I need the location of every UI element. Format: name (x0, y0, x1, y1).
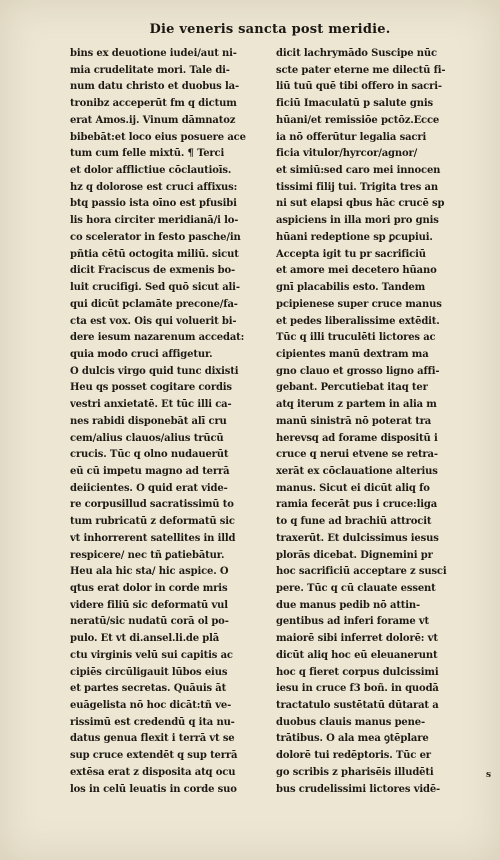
right-column-line: go scribis z pharisēis illudēti (276, 766, 434, 778)
right-column-line: aspiciens in illa mori pro gnis (276, 215, 439, 227)
left-column-line: sup cruce extendēt q sup terrā (70, 750, 238, 762)
left-column-line: tronibz acceperūt fm q dictum (70, 98, 237, 110)
left-column-line: neratū/sic nudatū corā ol po- (70, 616, 229, 628)
right-column-line: duobus clauis manus pene- (276, 716, 425, 728)
left-column-line: tum cum felle mixtū. ¶ Terci (70, 148, 225, 160)
right-column-line: due manus pedib nō attin- (276, 599, 421, 611)
left-column-line: btq passio ista oīno est pfusibi (70, 198, 237, 210)
right-column-line: gebant. Percutiebat itaq ter (276, 382, 428, 394)
left-column-line: num datu christo et duobus la- (70, 81, 239, 93)
left-column-line: cta est vox. Ois qui voluerit bi- (70, 315, 237, 327)
right-column-line: gentibus ad inferi forame vt (276, 616, 430, 628)
right-column-line: hūani/et remissiōe pctōz.Ecce (276, 114, 440, 126)
right-column-line: scte pater eterne me dilectū fi- (276, 64, 446, 76)
right-column-line: xerāt ex cōclauatione alterius (276, 465, 438, 477)
right-column-line: atq iterum z partem in alia m (276, 399, 437, 411)
left-column-line: bins ex deuotione iudei/aut ni- (70, 48, 237, 59)
right-column-line: pcipienese super cruce manus (276, 298, 442, 310)
left-column-line: crucis. Tūc q olno nudauerūt (70, 449, 229, 461)
right-column-line: maiorē sibi inferret dolorē: vt (276, 633, 438, 645)
right-text-column (276, 46, 472, 798)
right-column-line: gno clauo et grosso ligno affi- (276, 365, 440, 377)
left-column-line: nes rabidi disponebāt alī cru (70, 415, 227, 427)
right-column-line: cruce q nerui etvene se retra- (276, 449, 438, 461)
right-column-line: ramia fecerāt pus i cruce:liga (276, 499, 438, 511)
left-column-line: eū cū impetu magno ad terrā (70, 465, 230, 477)
right-column-line: manus. Sicut ei dicūt aliq fo (276, 482, 430, 494)
right-column-line: trātibus. O ala mea ꝯtēplare (276, 733, 429, 745)
left-column-line: re corpusillud sacratissimū to (70, 499, 234, 511)
left-column-line: rissimū est credendū q ita nu- (70, 716, 235, 728)
left-column-line: dicit Fraciscus de exmenis bo- (70, 265, 236, 277)
right-column-line: manū sinistrā nō poterat tra (276, 415, 432, 427)
right-column-line: cipientes manū dextram ma (276, 348, 429, 360)
right-column-line: traxerūt. Et dulcissimus iesus (276, 532, 439, 544)
left-column-line: qui dicūt pclamāte precone/fa- (70, 298, 238, 310)
left-column-line: bibebāt:et loco eius posuere ace (70, 131, 246, 143)
left-column-line: pulo. Et vt di.ansel.li.de plā (70, 633, 220, 645)
right-column-line: et simiū:sed caro mei innocen (276, 165, 441, 177)
left-text-column (70, 46, 266, 798)
left-column-line: erat Amos.ij. Vinum dāmnatoz (70, 114, 236, 126)
left-column-line: O dulcis virgo quid tunc dixisti (70, 365, 239, 377)
right-column-line: hūani redeptione sp ꝑcupiui. (276, 231, 433, 243)
left-column-line: Heu ala hic sta/ hic aspice. O (70, 566, 229, 578)
right-column-line: ia nō offerūtur legalia sacri (276, 131, 427, 143)
left-column-line: quia modo cruci affigetur. (70, 348, 213, 360)
left-column-line: luit crucifigi. Sed quō sicut ali- (70, 282, 240, 294)
right-column-line: tractatulo sustētatū dūtarat a (276, 700, 439, 712)
right-column-line: ni sut elapsi qbus hāc crucē sp (276, 198, 445, 210)
right-column-line: dolorē tui redēptoris. Tūc er (276, 750, 431, 762)
left-column-line: los in celū leuatis in corde suo (70, 783, 237, 795)
right-column-line: hoc sacrificiū acceptare z susci (276, 566, 447, 578)
left-column-line: datus genua flexit i terrā vt se (70, 733, 235, 745)
right-column-line: plorās dicebat. Dignemini pr (276, 549, 433, 561)
left-column-line: vestri anxietatē. Et tūc illi ca- (70, 399, 232, 411)
right-column-line: Tūc q illi truculēti lictores ac (276, 332, 436, 344)
right-column-line: et amore mei decetero hūano (276, 265, 437, 277)
left-column-line: cem/alius clauos/alius trūcū (70, 432, 224, 444)
left-column-line: euāgelista nō hoc dicāt:tñ ve- (70, 700, 232, 712)
right-column-line: gnī placabilis esto. Tandem (276, 282, 426, 294)
left-column-line: respicere/ nec tñ ꝑatiebātur. (70, 549, 225, 561)
right-column-line: pere. Tūc q cū clauate essent (276, 583, 436, 594)
left-column-line: vt inhorrerent satellites in illd (70, 532, 236, 544)
left-column-line: et partes secretas. Quāuis āt (70, 683, 227, 695)
right-column-line: ficia vitulor/hyrcor/agnor/ (276, 148, 418, 160)
left-column-line: videre filiū sic deformatū vul (70, 599, 228, 611)
right-column-line: liū tuū quē tibi offero in sacri- (276, 81, 442, 93)
left-column-line: ctu virginis velū sui capitis ac (70, 649, 233, 661)
left-column-line: cipiēs circūligauit lūbos eius (70, 666, 228, 678)
signature-mark: s (486, 770, 492, 780)
right-column-line: ficiū Imaculatū p salute gnis (276, 98, 433, 110)
left-column-line: mia crudelitate mori. Tale di- (70, 64, 230, 76)
left-column-line: extēsa erat z disposita atq ocu (70, 766, 236, 778)
right-column-line: to q fune ad brachiū attrocit (276, 516, 432, 528)
right-column-line: dicūt aliq hoc eū eleuanerunt (276, 649, 438, 661)
right-column-line: dicit lachrymādo Suscipe nūc (276, 48, 437, 59)
right-column-line: iesu in cruce f3 boñ. in quodā (276, 683, 439, 695)
right-column-line: hoc q fieret corpus dulcissimi (276, 666, 439, 678)
left-column-line: Heu qs posset cogitare cordis (70, 382, 232, 394)
running-header: Die veneris sancta post meridie. (149, 22, 391, 37)
left-column-line: pñtia cētū octogita miliū. sicut (70, 248, 239, 260)
left-column-line: hz q dolorose est cruci affixus: (70, 181, 238, 193)
right-column-line: Accepta igit tu pr sacrificiū (276, 248, 426, 260)
left-column-line: dere iesum nazarenum accedat: (70, 332, 245, 344)
left-column-line: et dolor afflictiue cōclautioīs. (70, 165, 232, 177)
left-column-line: qtus erat dolor in corde mris (70, 583, 228, 594)
right-column-line: et pedes liberalissime extēdit. (276, 315, 440, 327)
left-column-line: deiicientes. O quid erat vide- (70, 482, 228, 494)
right-column-line: herevsq ad forame dispositū i (276, 432, 438, 444)
left-column-line: co scelerator in festo pasche/in (70, 231, 241, 243)
right-column-line: tissimi filij tui. Trigita tres an (276, 181, 438, 193)
left-column-line: tum rubricatū z deformatū sic (70, 516, 235, 528)
left-column-line: lis hora circiter meridianā/i lo- (70, 215, 239, 227)
right-column-line: bus crudelissimi lictores vidē- (276, 783, 441, 795)
